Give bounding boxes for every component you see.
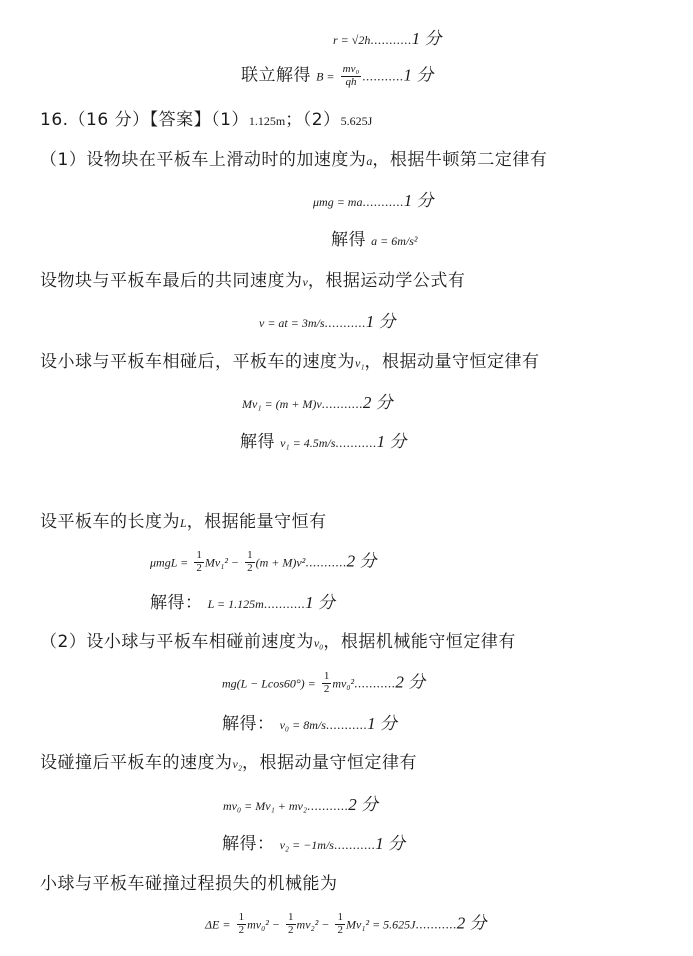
half-num: 1 — [196, 549, 202, 561]
b-lhs: B = — [316, 69, 335, 84]
paragraph-6 — [40, 755, 417, 772]
paragraph-2 — [40, 273, 465, 290]
eq5-lhs: mg(L − Lcos60°) = — [222, 676, 316, 691]
paragraph-1 — [40, 152, 547, 169]
half-num: 1 — [323, 670, 330, 682]
eq7-term3: Mv₁² = 5.625J — [345, 917, 416, 932]
equation-6 — [223, 796, 378, 813]
dots: ........... — [307, 798, 349, 813]
p2-var: v — [302, 275, 308, 289]
half-num: 1 — [238, 911, 245, 923]
half-fraction — [286, 912, 296, 936]
half-den: 2 — [288, 923, 294, 936]
sol5-value: v₀ = 8m/s — [279, 718, 326, 732]
p5-var: v₀ — [313, 636, 324, 650]
half-num: 1 — [288, 911, 294, 923]
eq4-term2: (m + M)v² — [255, 555, 306, 570]
p2-tail: ，根据运动学公式有 — [307, 271, 466, 291]
score-eq7: 2 分 — [456, 913, 487, 933]
p4-tail: ，根据能量守恒有 — [186, 512, 327, 532]
p5-tail: ，根据机械能守恒定律有 — [323, 632, 516, 652]
b-label: 联立解得 — [241, 65, 311, 86]
p1-tail: ，根据牛顿第二定律有 — [372, 150, 548, 170]
half-den: 2 — [196, 561, 202, 574]
p3-var: v₁ — [355, 356, 365, 370]
dots: ........... — [333, 837, 376, 852]
r-formula: r = √2h — [333, 33, 371, 47]
eq4-term1: Mv₁² − — [204, 555, 240, 570]
q16-answer-2: 5.625J — [340, 114, 373, 128]
half-fraction — [237, 912, 247, 936]
paragraph-4 — [40, 514, 327, 531]
sol4-label: 解得： — [150, 593, 203, 613]
dots: ........... — [324, 315, 366, 330]
dots: ........... — [362, 68, 404, 84]
eq7-term1: mv₀² − — [247, 917, 280, 932]
eq1-formula: μmg = ma — [313, 195, 363, 209]
q16-answer-1: 1.125m — [248, 114, 286, 128]
eq6-formula: mv₀ = Mv₁ + mv₂ — [223, 799, 308, 813]
q16-sep: ；（2） — [285, 110, 341, 130]
sol6-label: 解得： — [222, 834, 275, 854]
b-denominator: qh — [345, 75, 357, 88]
equation-2 — [259, 313, 396, 330]
solution-3 — [240, 433, 406, 451]
score-eq6: 2 分 — [348, 795, 379, 814]
dots: ........... — [305, 554, 347, 570]
half-fraction — [194, 550, 204, 574]
score-sol3: 1 分 — [376, 432, 407, 451]
dots: ........... — [362, 194, 404, 209]
score-eq4: 2 分 — [346, 551, 377, 571]
equation-5 — [222, 671, 425, 695]
p1-intro: （1）设物块在平板车上滑动时的加速度为 — [40, 150, 367, 170]
eq7-term2: mv₂² − — [296, 917, 330, 932]
equation-1 — [313, 192, 433, 209]
dots: ........... — [325, 717, 368, 732]
half-den: 2 — [337, 923, 343, 936]
solution-6 — [222, 835, 405, 853]
p6-tail: ，根据动量守恒定律有 — [242, 753, 417, 773]
sol1-value: a = 6m/s² — [371, 234, 418, 248]
half-den: 2 — [247, 561, 253, 574]
paragraph-7 — [40, 876, 338, 893]
score-sol4: 1 分 — [305, 593, 335, 612]
half-den: 2 — [238, 923, 245, 936]
score-eq3: 2 分 — [362, 393, 393, 412]
paragraph-3 — [40, 354, 540, 371]
dots: ........... — [263, 596, 306, 611]
p6-intro: 设碰撞后平板车的速度为 — [40, 753, 233, 773]
solution-1 — [331, 232, 417, 249]
half-fraction — [245, 550, 255, 574]
solution-4 — [150, 594, 335, 612]
sol3-value: v₁ = 4.5m/s — [280, 436, 336, 450]
p5-intro: （2）设小球与平板车相碰前速度为 — [40, 632, 314, 652]
score-sol5: 1 分 — [367, 714, 397, 733]
equation-4 — [150, 550, 376, 574]
p7-intro: 小球与平板车碰撞过程损失的机械能为 — [40, 874, 338, 894]
score-sol6: 1 分 — [375, 834, 405, 853]
p4-var: L — [180, 516, 187, 530]
half-den: 2 — [323, 682, 330, 695]
dots: ........... — [415, 916, 457, 932]
p3-intro: 设小球与平板车相碰后，平板车的速度为 — [40, 352, 355, 372]
sol6-value: v₂ = −1m/s — [279, 838, 334, 852]
half-fraction — [335, 912, 345, 936]
equation-3 — [242, 394, 393, 411]
score-r: 1 分 — [411, 29, 442, 48]
score-eq5: 2 分 — [395, 672, 426, 692]
sol5-label: 解得： — [222, 714, 275, 734]
score-eq2: 1 分 — [365, 312, 396, 331]
sol4-value: L = 1.125m — [207, 597, 264, 611]
half-num: 1 — [247, 549, 253, 561]
p1-var: a — [366, 154, 373, 168]
solution-5 — [222, 715, 397, 733]
score-b: 1 分 — [403, 65, 434, 85]
equation-r — [333, 30, 441, 47]
p6-var: v₂ — [232, 757, 242, 771]
eq2-formula: v = at = 3m/s — [259, 316, 325, 330]
eq5-rhs: mv₀² — [332, 676, 355, 691]
half-fraction — [322, 671, 332, 695]
eq7-lhs: ΔE = — [205, 917, 231, 932]
b-numerator: mv₀ — [342, 63, 360, 75]
p3-tail: ，根据动量守恒定律有 — [364, 352, 540, 372]
b-fraction — [341, 64, 362, 88]
sol3-label: 解得 — [240, 432, 275, 452]
half-num: 1 — [337, 911, 343, 923]
sol1-label: 解得 — [331, 230, 366, 250]
p2-intro: 设物块与平板车最后的共同速度为 — [40, 271, 303, 291]
dots: ........... — [354, 675, 396, 691]
equation-7 — [205, 912, 487, 936]
question-16-heading — [40, 112, 372, 129]
dots: ........... — [321, 396, 363, 411]
p4-intro: 设平板车的长度为 — [40, 512, 180, 532]
dots: ........... — [370, 32, 412, 47]
q16-head: 16.（16 分）【答案】（1） — [40, 110, 249, 130]
score-eq1: 1 分 — [403, 191, 434, 210]
paragraph-5 — [40, 634, 516, 651]
dots: ........... — [335, 435, 377, 450]
eq4-lhs: μmgL = — [150, 555, 189, 570]
eq3-formula: Mv₁ = (m + M)v — [242, 397, 322, 411]
equation-b — [241, 64, 433, 88]
